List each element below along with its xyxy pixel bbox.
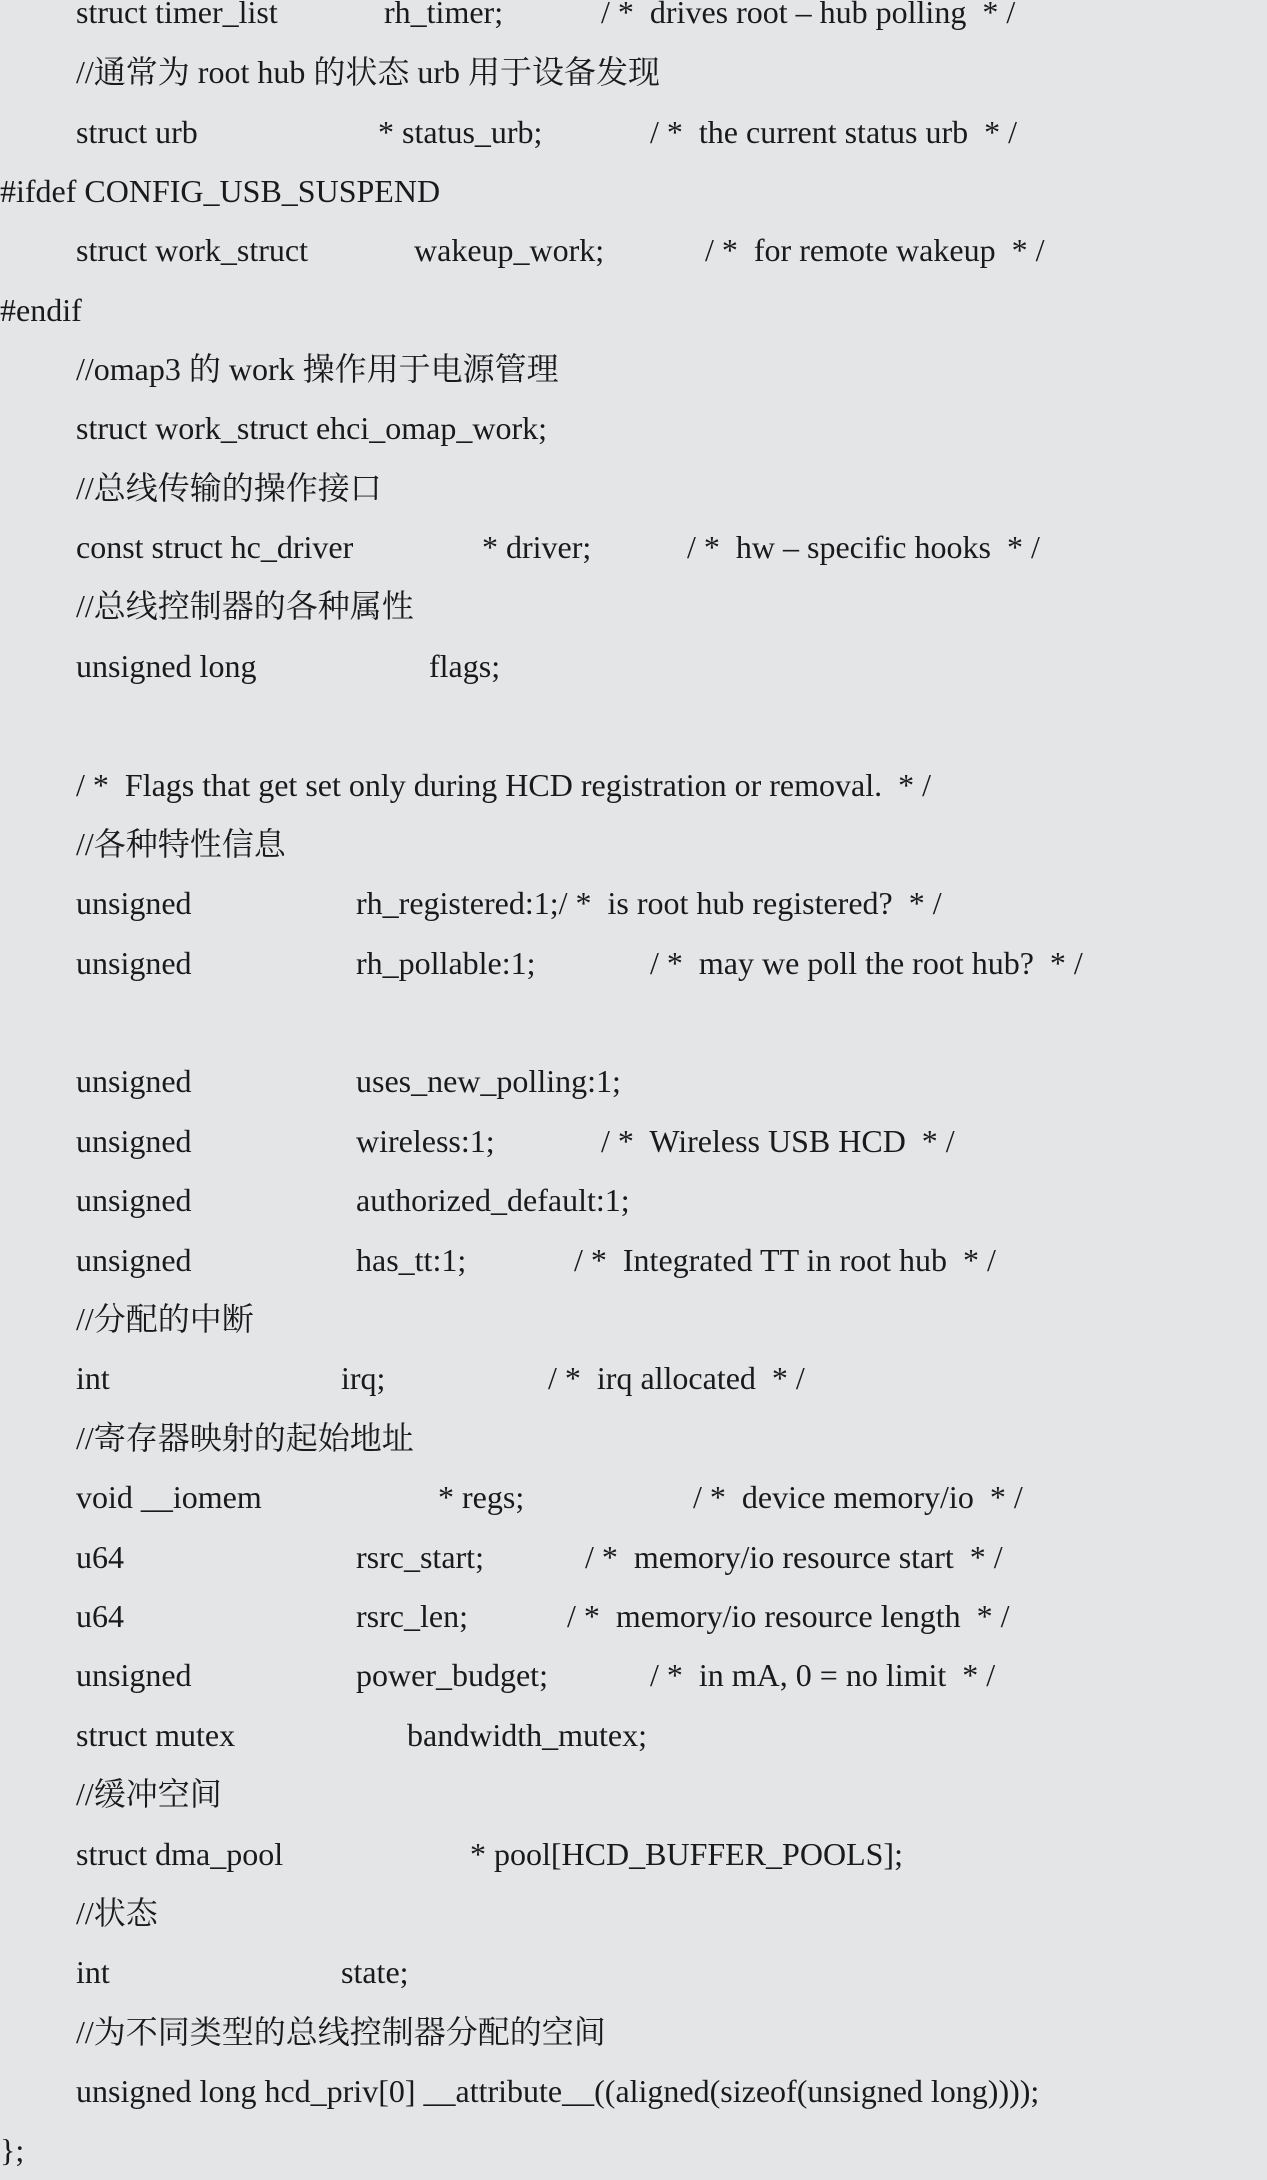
code-token: irq; [341, 1360, 386, 1396]
code-comment: / * Wireless USB HCD * / [601, 1123, 955, 1159]
code-comment: //为不同类型的总线控制器分配的空间 [76, 2014, 606, 2050]
code-comment: //通常为 root hub 的状态 urb 用于设备发现 [76, 54, 660, 90]
code-line [0, 1942, 1267, 2002]
code-line [0, 1111, 1267, 1171]
code-line [0, 102, 1267, 162]
code-line [0, 1824, 1267, 1884]
code-token: wakeup_work; [414, 232, 605, 268]
code-line [0, 220, 1267, 280]
code-line [0, 339, 1267, 399]
code-line [0, 814, 1267, 874]
code-comment: / * drives root – hub polling * / [601, 0, 1016, 30]
code-line [0, 2120, 1267, 2180]
code-token: authorized_default:1; [356, 1182, 630, 1218]
code-line [0, 1230, 1267, 1290]
code-token: unsigned [76, 885, 192, 921]
code-comment: / * hw – specific hooks * / [687, 529, 1040, 565]
code-line [0, 2002, 1267, 2062]
code-token: struct work_struct [76, 232, 308, 268]
code-token: flags; [429, 648, 501, 684]
code-line [0, 2061, 1267, 2121]
code-token: bandwidth_mutex; [407, 1717, 647, 1753]
code-comment: //总线传输的操作接口 [76, 470, 382, 506]
code-token: struct mutex [76, 1717, 236, 1753]
code-token: unsigned [76, 1242, 192, 1278]
code-token: power_budget; [356, 1657, 548, 1693]
code-line [0, 0, 1267, 42]
code-token: unsigned [76, 1063, 192, 1099]
code-line [0, 458, 1267, 518]
code-line [0, 755, 1267, 815]
code-comment: / * memory/io resource start * / [585, 1539, 1003, 1575]
code-line [0, 1051, 1267, 1111]
code-comment: / * Integrated TT in root hub * / [574, 1242, 996, 1278]
code-token: has_tt:1; [356, 1242, 467, 1278]
code-line [0, 576, 1267, 636]
code-token: #ifdef CONFIG_USB_SUSPEND [0, 173, 441, 209]
code-token: * pool[HCD_BUFFER_POOLS]; [470, 1836, 903, 1872]
code-line [0, 1764, 1267, 1824]
code-comment: //寄存器映射的起始地址 [76, 1420, 414, 1456]
code-comment: / * in mA, 0 = no limit * / [650, 1657, 996, 1693]
code-token: void __iomem [76, 1479, 262, 1515]
code-comment: / * for remote wakeup * / [705, 232, 1045, 268]
code-line [0, 161, 1267, 221]
code-comment: / * Flags that get set only during HCD registration or removal. * / [76, 767, 931, 803]
code-token: unsigned [76, 945, 192, 981]
code-line [0, 280, 1267, 340]
code-line [0, 1586, 1267, 1646]
code-comment: / * may we poll the root hub? * / [650, 945, 1083, 981]
code-line [0, 873, 1267, 933]
code-line [0, 1527, 1267, 1587]
code-token: int [76, 1954, 110, 1990]
code-token: unsigned [76, 1657, 192, 1693]
code-token: struct urb [76, 114, 198, 150]
code-comment: //各种特性信息 [76, 826, 286, 862]
code-line [0, 1883, 1267, 1943]
code-line [0, 933, 1267, 993]
code-token: wireless:1; [356, 1123, 495, 1159]
code-comment: / * device memory/io * / [693, 1479, 1023, 1515]
code-line [0, 1170, 1267, 1230]
code-comment: //omap3 的 work 操作用于电源管理 [76, 351, 559, 387]
code-line [0, 398, 1267, 458]
code-token: struct work_struct ehci_omap_work; [76, 410, 547, 446]
code-line [0, 1705, 1267, 1765]
code-token: state; [341, 1954, 409, 1990]
code-token: unsigned long hcd_priv[0] __attribute__((aligned(sizeof(unsigned long)))); [76, 2073, 1040, 2109]
code-comment: //分配的中断 [76, 1301, 254, 1337]
code-line-blank [0, 695, 1267, 755]
code-line [0, 636, 1267, 696]
code-token: * driver; [482, 529, 592, 565]
code-line [0, 1467, 1267, 1527]
code-line [0, 42, 1267, 102]
code-token: const struct hc_driver [76, 529, 354, 565]
code-comment: / * the current status urb * / [650, 114, 1018, 150]
code-comment: //总线控制器的各种属性 [76, 588, 414, 624]
code-comment: //缓冲空间 [76, 1776, 222, 1812]
code-token: int [76, 1360, 110, 1396]
code-token: u64 [76, 1539, 124, 1575]
code-token: struct dma_pool [76, 1836, 284, 1872]
code-line [0, 1645, 1267, 1705]
code-token: * status_urb; [378, 114, 543, 150]
code-token: struct timer_list [76, 0, 278, 30]
code-line [0, 1289, 1267, 1349]
code-token: rh_timer; [384, 0, 504, 30]
code-token: u64 [76, 1598, 124, 1634]
code-token: uses_new_polling:1; [356, 1063, 621, 1099]
code-line [0, 517, 1267, 577]
code-comment: / * memory/io resource length * / [567, 1598, 1010, 1634]
code-token: rsrc_start; [356, 1539, 484, 1575]
code-token: rsrc_len; [356, 1598, 468, 1634]
code-line-blank [0, 992, 1267, 1052]
code-token: * regs; [438, 1479, 525, 1515]
code-token: rh_pollable:1; [356, 945, 536, 981]
code-token: }; [0, 2132, 25, 2168]
code-token: rh_registered:1;/ * is root hub registered? * / [356, 885, 942, 921]
code-token: unsigned [76, 1123, 192, 1159]
code-token: #endif [0, 292, 82, 328]
code-token: unsigned long [76, 648, 257, 684]
code-line [0, 1348, 1267, 1408]
code-comment: //状态 [76, 1895, 158, 1931]
code-line [0, 1408, 1267, 1468]
code-token: unsigned [76, 1182, 192, 1218]
code-comment: / * irq allocated * / [548, 1360, 805, 1396]
